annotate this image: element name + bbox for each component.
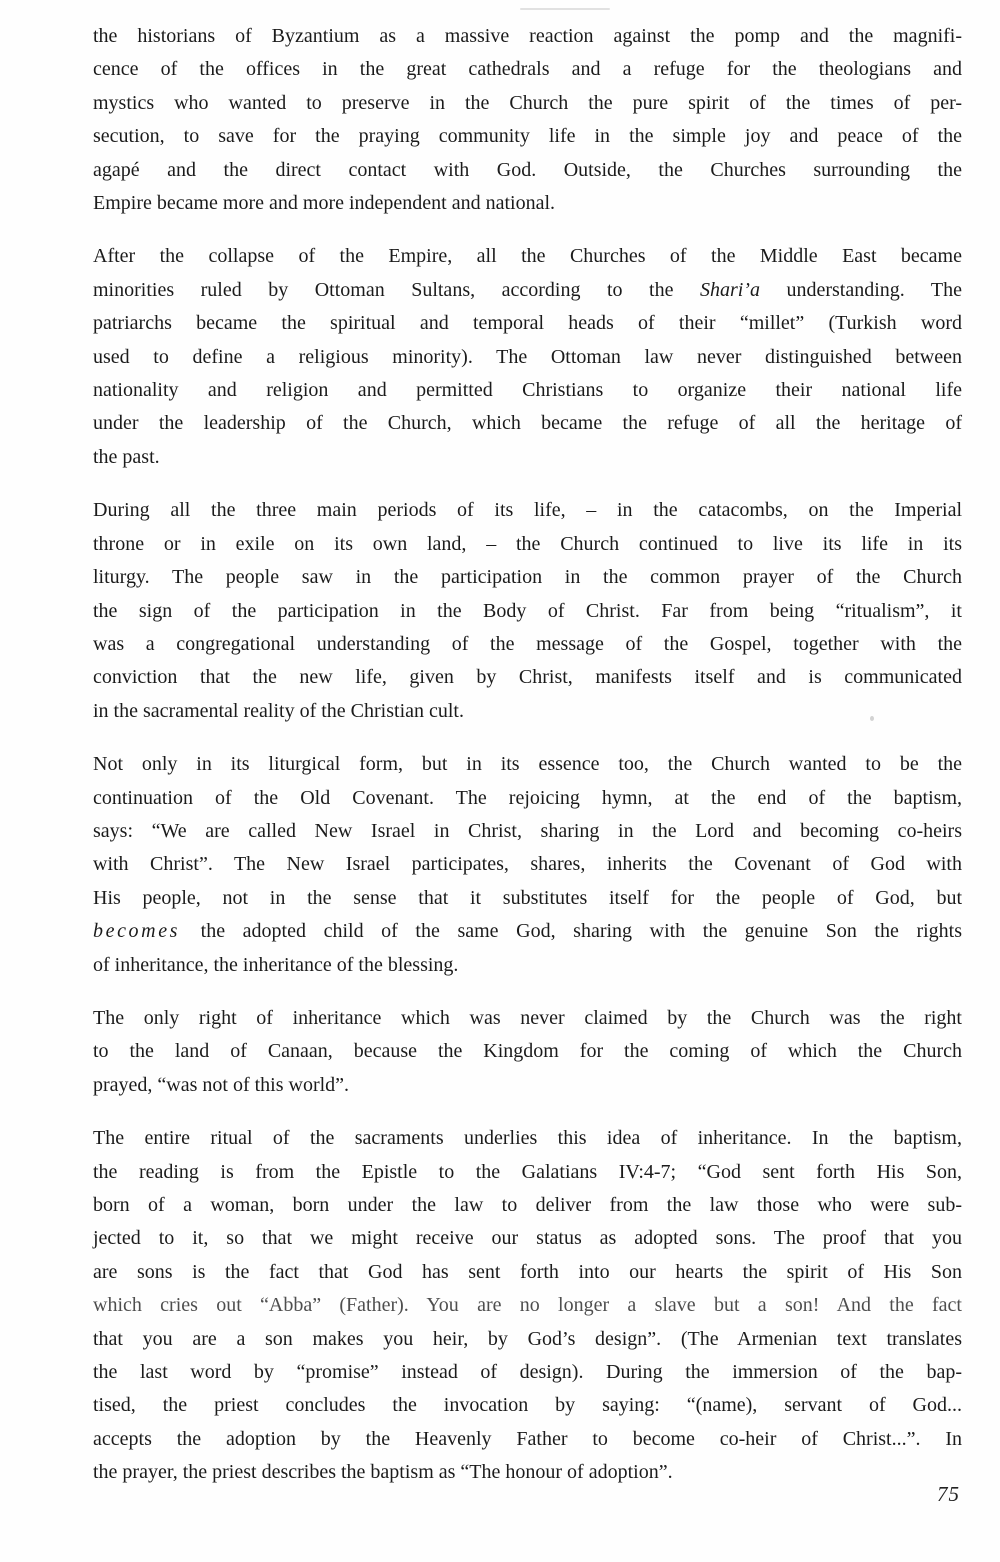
- text-line: [93, 494, 962, 527]
- text-line: [93, 1389, 962, 1422]
- body-text: [93, 20, 962, 1510]
- text-segment: minorities ruled by Ottoman Sultans, according to the: [93, 278, 700, 301]
- text-segment: jected to it, so that we might receive our status as adopted sons. The proof that you: [93, 1227, 962, 1250]
- text-line: [93, 240, 962, 273]
- text-segment: the prayer, the priest describes the baptism as “The honour of adoption”.: [93, 1461, 673, 1484]
- text-segment: liturgy. The people saw in the participation in the common prayer of the Church: [93, 566, 962, 589]
- text-segment: the historians of Byzantium as a massive reaction against the pomp and the magnifi-: [93, 25, 962, 47]
- text-line: [93, 1002, 962, 1035]
- text-segment: used to define a religious minority). The Ottoman law never distinguished between: [93, 345, 962, 368]
- text-segment: the sign of the participation in the Body of Christ. Far from being “ritualism”, it: [93, 599, 962, 622]
- text-line: [93, 561, 962, 594]
- text-segment: says: “We are called New Israel in Christ, sharing in the Lord and becoming co-heirs: [93, 819, 962, 842]
- text-line: [93, 882, 962, 915]
- paragraph: [93, 240, 962, 474]
- text-line: [93, 748, 962, 781]
- text-segment: The only right of inheritance which was never claimed by the Church was the right: [93, 1006, 962, 1029]
- text-segment: understanding. The: [759, 278, 963, 301]
- text-segment: with Christ”. The New Israel participates, shares, inherits the Covenant of God with: [93, 853, 962, 876]
- text-line: [93, 187, 962, 220]
- text-line: [93, 1356, 962, 1389]
- text-line: [93, 341, 962, 374]
- text-segment: throne or in exile on its own land, – the Church continued to live its life in its: [93, 532, 962, 555]
- text-line: [93, 782, 962, 815]
- text-segment: under the leadership of the Church, which became the refuge of all the heritage of: [93, 412, 962, 435]
- text-segment: to the land of Canaan, because the Kingdom for the coming of which the Church: [93, 1040, 962, 1063]
- text-line: [93, 407, 962, 440]
- text-segment: Empire became more and more independent and national.: [93, 192, 556, 215]
- paragraph: [93, 1122, 962, 1489]
- text-segment: the past.: [93, 445, 160, 468]
- text-segment: tised, the priest concludes the invocation by saying: “(name), servant of God...: [93, 1394, 962, 1417]
- paragraph: [93, 20, 962, 220]
- text-segment: agapé and the direct contact with God. Outside, the Churches surrounding the: [93, 158, 962, 181]
- text-line: [93, 120, 962, 153]
- text-segment: the adopted child of the same God, sharing with the genuine Son the rights: [183, 920, 962, 943]
- text-line: [93, 53, 962, 86]
- text-segment: nationality and religion and permitted Christians to organize their national life: [93, 379, 962, 402]
- text-line: [93, 274, 962, 307]
- text-line: [93, 1189, 962, 1222]
- text-segment: Shari’a: [699, 278, 760, 301]
- text-segment: becomes: [93, 920, 181, 943]
- text-segment: born of a woman, born under the law to deliver from the law those who were sub-: [93, 1194, 962, 1216]
- text-segment: the reading is from the Epistle to the Galatians IV:4-7; “God sent forth His Son,: [93, 1160, 962, 1183]
- scan-artifact: [520, 8, 610, 10]
- text-line: [93, 628, 962, 661]
- text-segment: mystics who wanted to preserve in the Church the pure spirit of the times of per-: [93, 91, 962, 114]
- text-line: [93, 87, 962, 120]
- text-segment: After the collapse of the Empire, all the Churches of the Middle East became: [93, 245, 962, 268]
- text-segment: was a congregational understanding of the message of the Gospel, together with the: [93, 632, 962, 655]
- text-segment: in the sacramental reality of the Christian cult.: [93, 699, 464, 722]
- text-line: [93, 1289, 962, 1322]
- text-segment: prayed, “was not of this world”.: [93, 1073, 350, 1096]
- text-segment: are sons is the fact that God has sent forth into our hearts the spirit of His Son: [93, 1260, 962, 1283]
- text-line: [93, 374, 962, 407]
- text-line: [93, 1156, 962, 1189]
- text-segment: cence of the offices in the great cathedrals and a refuge for the theologians and: [93, 58, 962, 81]
- text-line: [93, 1456, 962, 1489]
- text-segment: accepts the adoption by the Heavenly Father to become co-heir of Christ...”. In: [93, 1427, 962, 1450]
- text-line: [93, 595, 962, 628]
- text-segment: that you are a son makes you heir, by God’s design”. (The Armenian text translates: [93, 1327, 962, 1350]
- text-segment: of inheritance, the inheritance of the blessing.: [93, 953, 459, 976]
- text-segment: the last word by “promise” instead of design). During the immersion of the bap-: [93, 1361, 962, 1384]
- text-line: [93, 1222, 962, 1255]
- text-line: [93, 307, 962, 340]
- text-line: [93, 1423, 962, 1456]
- paragraph: [93, 1002, 962, 1102]
- text-line: [93, 815, 962, 848]
- text-segment: continuation of the Old Covenant. The rejoicing hymn, at the end of the baptism,: [93, 786, 962, 809]
- text-line: [93, 528, 962, 561]
- text-segment: Not only in its liturgical form, but in its essence too, the Church wanted to be the: [93, 753, 962, 776]
- paragraph: [93, 748, 962, 982]
- text-line: [93, 1256, 962, 1289]
- text-line: [93, 695, 962, 728]
- text-line: [93, 848, 962, 881]
- text-segment: which cries out “Abba” (Father). You are no longer a slave but a son! And the fact: [93, 1294, 962, 1317]
- text-line: [93, 441, 962, 474]
- text-segment: conviction that the new life, given by Christ, manifests itself and is communicated: [93, 666, 962, 689]
- text-segment: His people, not in the sense that it substitutes itself for the people of God, but: [93, 886, 962, 909]
- text-segment: patriarchs became the spiritual and temporal heads of their “millet” (Turkish word: [93, 312, 962, 335]
- text-line: [93, 1122, 962, 1155]
- paragraph: [93, 494, 962, 728]
- page-number: 75: [937, 1482, 960, 1506]
- text-line: [93, 1069, 962, 1102]
- text-segment: secution, to save for the praying community life in the simple joy and peace of the: [93, 125, 962, 148]
- text-line: [93, 1323, 962, 1356]
- text-line: [93, 20, 962, 53]
- text-line: [93, 915, 962, 948]
- text-segment: During all the three main periods of its life, – in the catacombs, on the Imperial: [93, 499, 962, 522]
- text-segment: The entire ritual of the sacraments underlies this idea of inheritance. In the baptism,: [93, 1127, 962, 1150]
- text-line: [93, 154, 962, 187]
- text-line: [93, 661, 962, 694]
- text-line: [93, 949, 962, 982]
- text-line: [93, 1035, 962, 1068]
